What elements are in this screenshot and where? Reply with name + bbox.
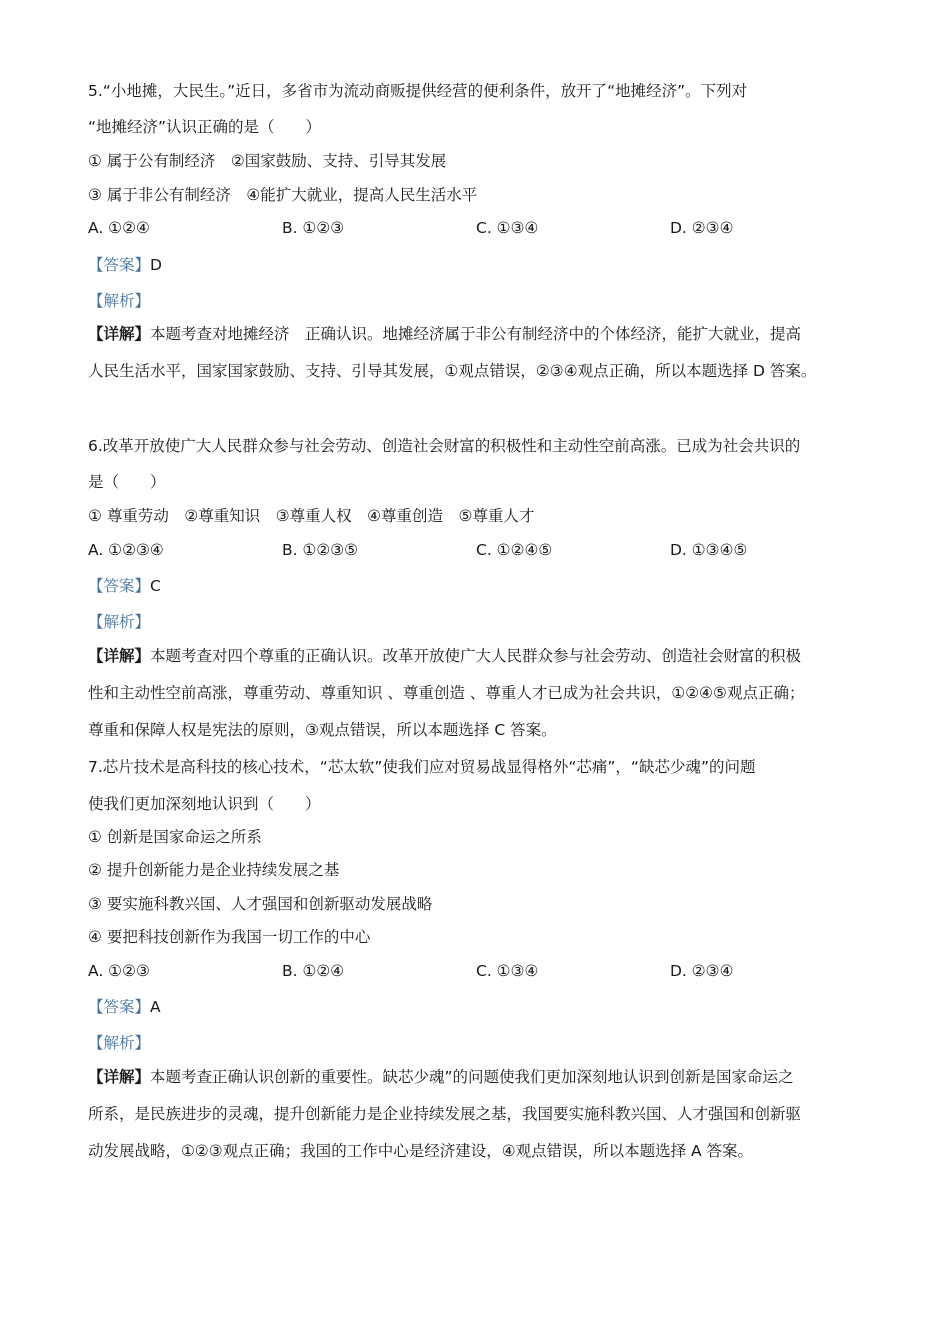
q5-option-d: D. ②③④ [670,219,734,237]
q7-option-c: C. ①③④ [476,962,539,980]
q5-answer [88,255,162,275]
q7-detail-line-2: 所系，是民族进步的灵魂，提升创新能力是企业持续发展之基，我国要实施科教兴国、人才强国和创新驱 [88,1105,802,1123]
detail-tag: 【详解】 [88,647,151,665]
answer-value: C [150,577,161,595]
answer-tag: 【答案】 [88,998,151,1016]
q5-analysis-tag: 【解析】 [88,292,151,310]
q6-answer [88,576,161,596]
q6-option-b: B. ①②③⑤ [282,541,359,559]
q7-statement-4: ④ 要把科技创新作为我国一切工作的中心 [88,928,371,946]
q6-option-d: D. ①③④⑤ [670,541,748,559]
q6-option-c: C. ①②④⑤ [476,541,553,559]
q5-detail-line-1 [88,324,801,344]
detail-text: 本题考查正确认识创新的重要性。缺芯少魂”的问题使我们更加深刻地认识到创新是国家命运之 [150,1068,794,1086]
q7-detail-line-1 [88,1067,794,1087]
detail-tag: 【详解】 [88,1068,151,1086]
q7-answer [88,997,161,1017]
answer-value: A [150,998,161,1016]
answer-tag: 【答案】 [88,256,151,274]
q5-option-a: A. ①②④ [88,219,150,237]
detail-text: 本题考查对四个尊重的正确认识。改革开放使广大人民群众参与社会劳动、创造社会财富的积极 [150,647,802,665]
q7-stem-line-2: 使我们更加深刻地认识到（ ） [88,795,321,813]
q6-stem-line-1: 6.改革开放使广大人民群众参与社会劳动、创造社会财富的积极性和主动性空前高涨。已成为社会共识的 [88,437,801,455]
q7-option-b: B. ①②④ [282,962,345,980]
q5-stem-line-2: “地摊经济”认识正确的是（ ） [88,118,322,136]
answer-value: D [150,256,162,274]
q7-option-a: A. ①②③ [88,962,150,980]
q6-statement-1: ① 尊重劳动 ②尊重知识 ③尊重人权 ④尊重创造 ⑤尊重人才 [88,507,535,525]
q6-detail-line-2: 性和主动性空前高涨，尊重劳动、尊重知识 、尊重创造 、尊重人才已成为社会共识，①②④⑤观点正确； [88,684,805,702]
answer-tag: 【答案】 [88,577,151,595]
q7-stem-line-1: 7.芯片技术是高科技的核心技术，“芯太软”使我们应对贸易战显得格外“芯痛”，“缺芯少魂”的问题 [88,758,756,776]
q5-option-b: B. ①②③ [282,219,345,237]
q6-stem-line-2: 是（ ） [88,473,166,491]
q5-options [88,218,868,238]
q6-analysis-tag: 【解析】 [88,613,151,631]
q5-option-c: C. ①③④ [476,219,539,237]
detail-tag: 【详解】 [88,325,151,343]
q7-analysis-tag: 【解析】 [88,1034,151,1052]
q7-statement-3: ③ 要实施科教兴国、人才强国和创新驱动发展战略 [88,895,433,913]
q6-options [88,540,868,560]
q6-detail-line-3: 尊重和保障人权是宪法的原则，③观点错误，所以本题选择 C 答案。 [88,721,557,739]
q5-statement-1: ① 属于公有制经济 ②国家鼓励、支持、引导其发展 [88,152,447,170]
q5-statement-2: ③ 属于非公有制经济 ④能扩大就业，提高人民生活水平 [88,186,478,204]
q7-statement-1: ① 创新是国家命运之所系 [88,828,262,846]
q7-option-d: D. ②③④ [670,962,734,980]
q7-options [88,961,868,981]
q5-detail-line-2: 人民生活水平，国家国家鼓励、支持、引导其发展，①观点错误，②③④观点正确，所以本题选择 D 答案。 [88,362,817,380]
q6-option-a: A. ①②③④ [88,541,164,559]
q6-detail-line-1 [88,646,801,666]
q7-statement-2: ② 提升创新能力是企业持续发展之基 [88,861,340,879]
q5-stem-line-1: 5.“小地摊，大民生。”近日，多省市为流动商贩提供经营的便利条件，放开了“地摊经济”。下列对 [88,82,748,100]
detail-text: 本题考查对地摊经济 正确认识。地摊经济属于非公有制经济中的个体经济，能扩大就业，提高 [150,325,802,343]
q7-detail-line-3: 动发展战略，①②③观点正确；我国的工作中心是经济建设，④观点错误，所以本题选择 A 答案。 [88,1142,754,1160]
